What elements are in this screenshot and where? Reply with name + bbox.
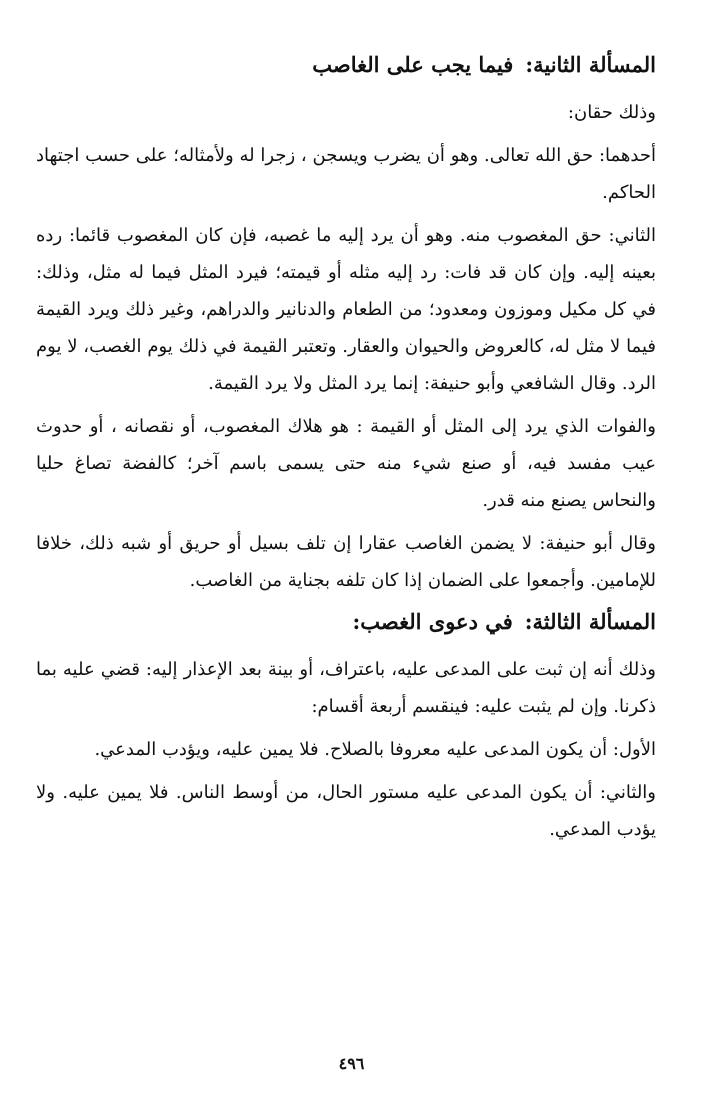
section-heading-3	[36, 605, 656, 639]
section-label-3: المسألة الثالثة:	[524, 609, 656, 634]
paragraph-second-case: والثاني: أن يكون المدعى عليه مستور الحال، من أوسط الناس. فلا يمين عليه. ولا يؤدب المدعي.	[36, 782, 657, 840]
paragraph-abu-hanifa: وقال أبو حنيفة: لا يضمن الغاصب عقارا إن تلف بسيل أو حريق أو شبه ذلك، خلافا للإمامين. وأجمعوا على الضمان إذا كان تلفه بجناية من الغاصب.	[36, 533, 656, 591]
section-heading-2	[36, 48, 656, 82]
section-title-2: فيما يجب على الغاصب	[312, 52, 514, 77]
page-number: ٤٩٦	[338, 1054, 365, 1073]
paragraph-loss-definition: والفوات الذي يرد إلى المثل أو القيمة : هو هلاك المغصوب، أو نقصانه ، أو حدوث عيب مفسد فيه، أو صنع شيء منه حتى يسمى باسم آخر؛ كالفضة تصاغ حليا والنحاس يصنع منه قدر.	[36, 416, 656, 511]
paragraph-second-right: الثاني: حق المغصوب منه. وهو أن يرد إليه ما غصبه، فإن كان المغصوب قائما: رده بعينه إليه. وإن كان قد فات: رد إليه مثله أو قيمته؛ فيرد المثل فيما له مثل، وذلك: في كل مكيل وموزون ومعدود؛ من الطعام والدنانير والدراهم، وغير ذلك ويرد القيمة فيما لا مثل له، كالعروض والحيوان والعقار. وتعتبر القيمة في ذلك يوم الغصب، لا يوم الرد. وقال الشافعي وأبو حنيفة: إنما يرد المثل ولا يرد القيمة.	[36, 225, 656, 394]
paragraph-claim: وذلك أنه إن ثبت على المدعى عليه، باعتراف، أو بينة بعد الإعذار إليه: قضي عليه بما ذكرنا. وإن لم يثبت عليه: فينقسم أربعة أقسام:	[36, 659, 656, 717]
paragraph-intro: وذلك حقان:	[567, 102, 656, 123]
document-page	[36, 48, 656, 1048]
section-label-2: المسألة الثانية:	[525, 52, 656, 77]
paragraph-first-right: أحدهما: حق الله تعالى. وهو أن يضرب ويسجن ، زجرا له ولأمثاله؛ على حسب اجتهاد الحاكم.	[36, 145, 656, 203]
section-title-3: في دعوى الغصب:	[352, 609, 513, 634]
paragraph-first-case: الأول: أن يكون المدعى عليه معروفا بالصلاح. فلا يمين عليه، ويؤدب المدعي.	[94, 739, 656, 760]
